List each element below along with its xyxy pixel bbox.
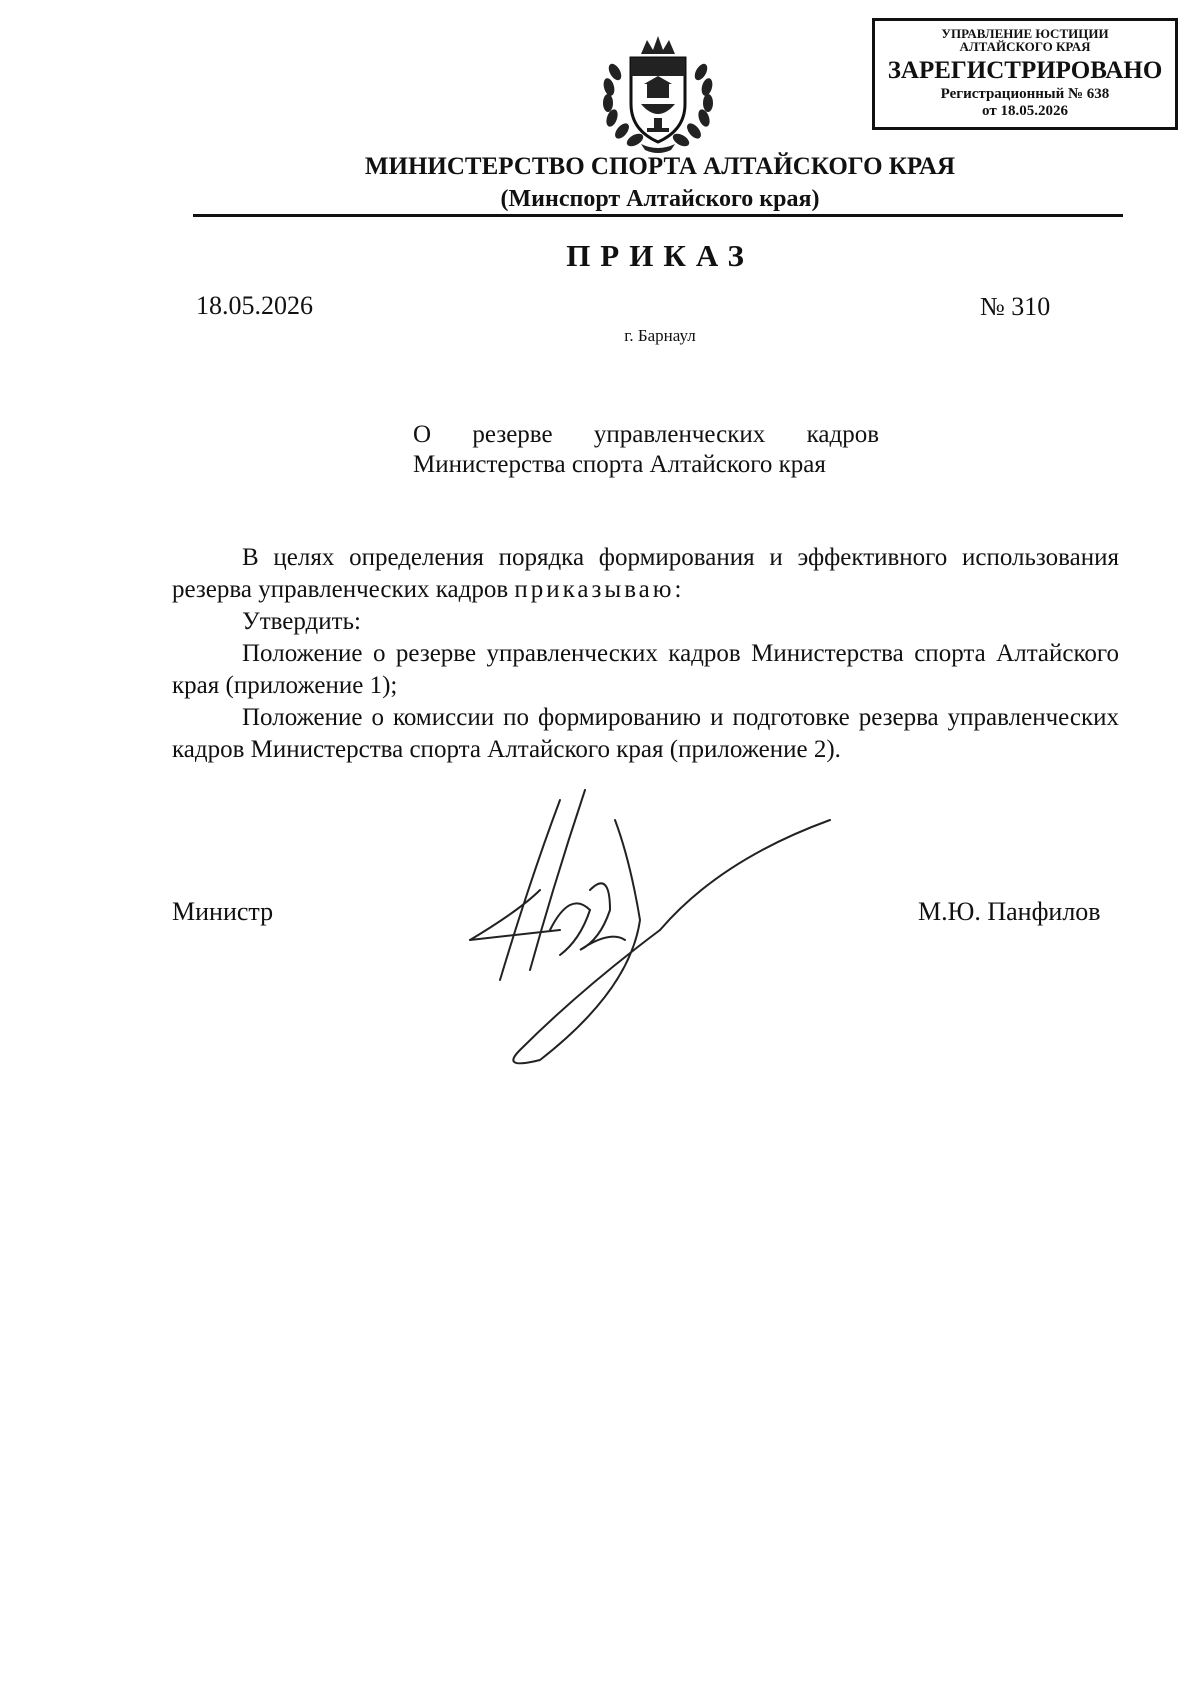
coat-of-arms-emblem [597, 32, 719, 154]
handwritten-signature [460, 780, 840, 1070]
order-city: г. Барнаул [624, 326, 696, 345]
body-intro-keyword: приказываю [514, 576, 675, 603]
subject-line-2: Министерства спорта Алтайского края [413, 451, 826, 478]
body-intro-text: В целях определения порядка формирования и эффективного использования резерва управленческих кадров [172, 544, 1119, 603]
body-intro-end: : [674, 576, 682, 603]
header-divider [193, 214, 1123, 217]
order-date: 18.05.2026 [196, 291, 313, 320]
ministry-short-name: (Минспорт Алтайского края) [500, 186, 820, 212]
registration-stamp [872, 18, 1178, 130]
body-approve-paragraph: Утвердить: [242, 608, 361, 635]
subject-line-1: О резерве управленческих кадров [413, 421, 879, 448]
stamp-reg-number: Регистрационный № 638 [940, 86, 1110, 102]
stamp-authority-line1: УПРАВЛЕНИЕ ЮСТИЦИИ [941, 26, 1109, 41]
body-item-1: Положение о резерве управленческих кадров Министерства спорта Алтайского края (приложение 1); [172, 640, 1119, 699]
stamp-authority-line2: АЛТАЙСКОГО КРАЯ [959, 39, 1091, 54]
document-type-title: ПРИКАЗ [566, 238, 754, 273]
order-number: № 310 [980, 292, 1051, 321]
ministry-name: МИНИСТЕРСТВО СПОРТА АЛТАЙСКОГО КРАЯ [364, 153, 956, 180]
stamp-status: ЗАРЕГИСТРИРОВАНО [887, 57, 1163, 84]
signer-role: Министр [172, 897, 274, 926]
stamp-reg-date: от 18.05.2026 [982, 103, 1068, 119]
body-intro-paragraph [172, 542, 1119, 606]
signer-name: М.Ю. Панфилов [918, 897, 1101, 926]
order-body [172, 542, 1119, 766]
order-subject [413, 420, 879, 480]
body-item-2: Положение о комиссии по формированию и подготовке резерва управленческих кадров Министерства спорта Алтайского края (приложение 2). [172, 704, 1119, 763]
